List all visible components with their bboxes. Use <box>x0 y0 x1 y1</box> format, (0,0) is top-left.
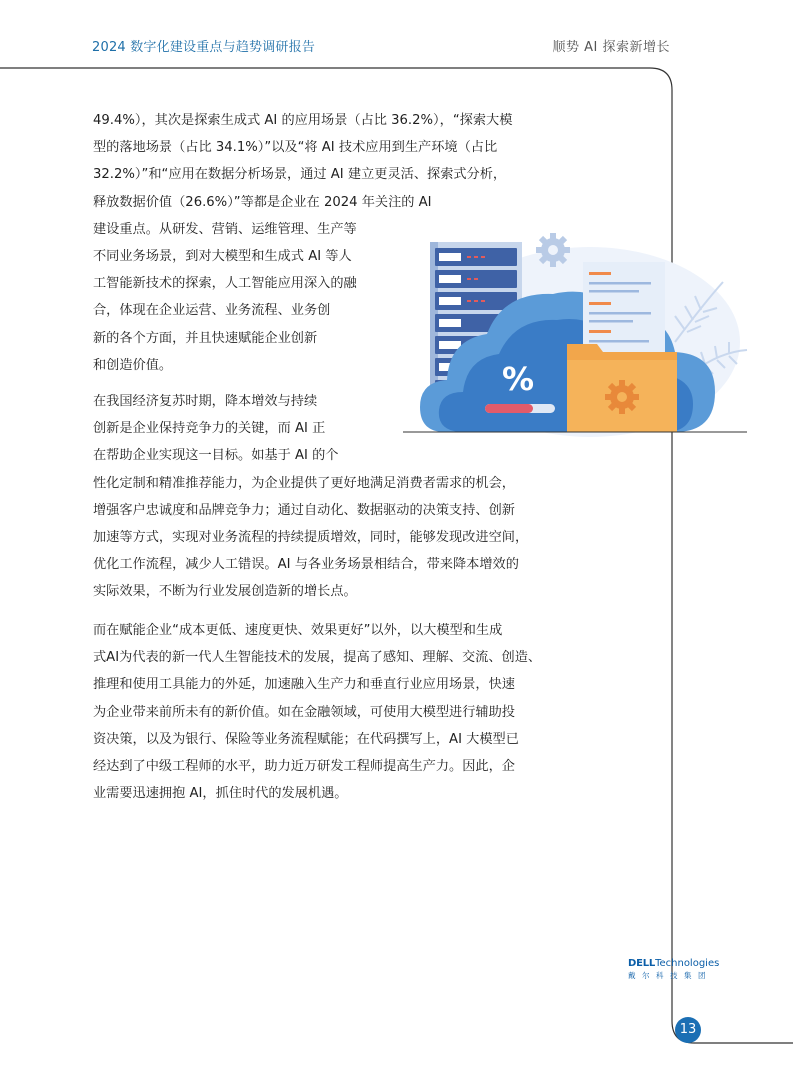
brand-chinese: 戴尔科技集团 <box>628 971 712 980</box>
brand-suffix: Technologies <box>655 958 720 969</box>
text-line: 新的各个方面，并且快速赋能企业创新 <box>93 330 318 346</box>
dell-technologies-logo <box>628 951 720 981</box>
text-line: 优化工作流程，减少人工错误。AI 与各业务场景相结合，带来降本增效的 <box>93 557 519 573</box>
gear-icon <box>605 380 639 414</box>
text-line: 在帮助企业实现这一目标。如基于 AI 的个 <box>93 448 339 464</box>
section-slogan: 顺势 AI 探索新增长 <box>552 40 670 55</box>
page-number: 13 <box>675 1017 701 1043</box>
text-line: 推理和使用工具能力的外延，加速融入生产力和垂直行业应用场景，快速 <box>93 677 515 693</box>
text-line: 释放数据价值（26.6%）”等都是企业在 2024 年关注的 AI <box>93 194 432 210</box>
text-line: 合，体现在企业运营、业务流程、业务创 <box>93 303 331 319</box>
text-line: 工智能新技术的探索，人工智能应用深入的融 <box>93 276 357 292</box>
text-line: 资决策，以及为银行、保险等业务流程赋能；在代码撰写上，AI 大模型已 <box>93 731 519 747</box>
text-line: 加速等方式，实现对业务流程的持续提质增效，同时，能够发现改进空间， <box>93 530 529 546</box>
report-title: 2024 数字化建设重点与趋势调研报告 <box>92 40 316 55</box>
text-line: 型的落地场景（占比 34.1%）”以及“将 AI 技术应用到生产环境（占比 <box>93 140 498 156</box>
text-line: 性化定制和精准推荐能力，为企业提供了更好地满足消费者需求的机会， <box>93 475 515 491</box>
text-line: 创新是企业保持竞争力的关键，而 AI 正 <box>93 421 326 437</box>
text-line: 49.4%），其次是探索生成式 AI 的应用场景（占比 36.2%），“探索大模 <box>93 113 513 128</box>
cloud-data-illustration <box>375 222 750 437</box>
text-line: 式AI为代表的新一代人生智能技术的发展，提高了感知、理解、交流、创造、 <box>93 650 542 666</box>
text-line: 业需要迅速拥抱 AI，抓住时代的发展机遇。 <box>93 786 348 802</box>
text-line: 经达到了中级工程师的水平，助力近万研发工程师提高生产力。因此，企 <box>93 759 515 775</box>
text-line: 不同业务场景，到对大模型和生成式 AI 等人 <box>93 249 352 265</box>
progress-bar <box>485 404 555 413</box>
text-line: 而在赋能企业“成本更低、速度更快、效果更好”以外，以大模型和生成 <box>93 623 503 638</box>
text-line: 建设重点。从研发、营销、运维管理、生产等 <box>93 221 357 237</box>
brand-wordmark: DELL <box>628 958 656 969</box>
text-line: 32.2%）”和“应用在数据分析场景，通过 AI 建立更灵活、探索式分析， <box>93 167 507 183</box>
text-line: 在我国经济复苏时期，降本增效与持续 <box>93 394 318 409</box>
percent-symbol: % <box>502 360 535 398</box>
gear-icon <box>536 233 570 267</box>
text-line: 增强客户忠诚度和品牌竞争力；通过自动化、数据驱动的决策支持、创新 <box>93 502 515 518</box>
text-line: 和创造价值。 <box>93 357 173 373</box>
text-line: 为企业带来前所未有的新价值。如在金融领域，可使用大模型进行辅助投 <box>93 704 515 720</box>
text-line: 实际效果，不断为行业发展创造新的增长点。 <box>93 584 357 600</box>
paragraph-3 <box>93 617 549 807</box>
